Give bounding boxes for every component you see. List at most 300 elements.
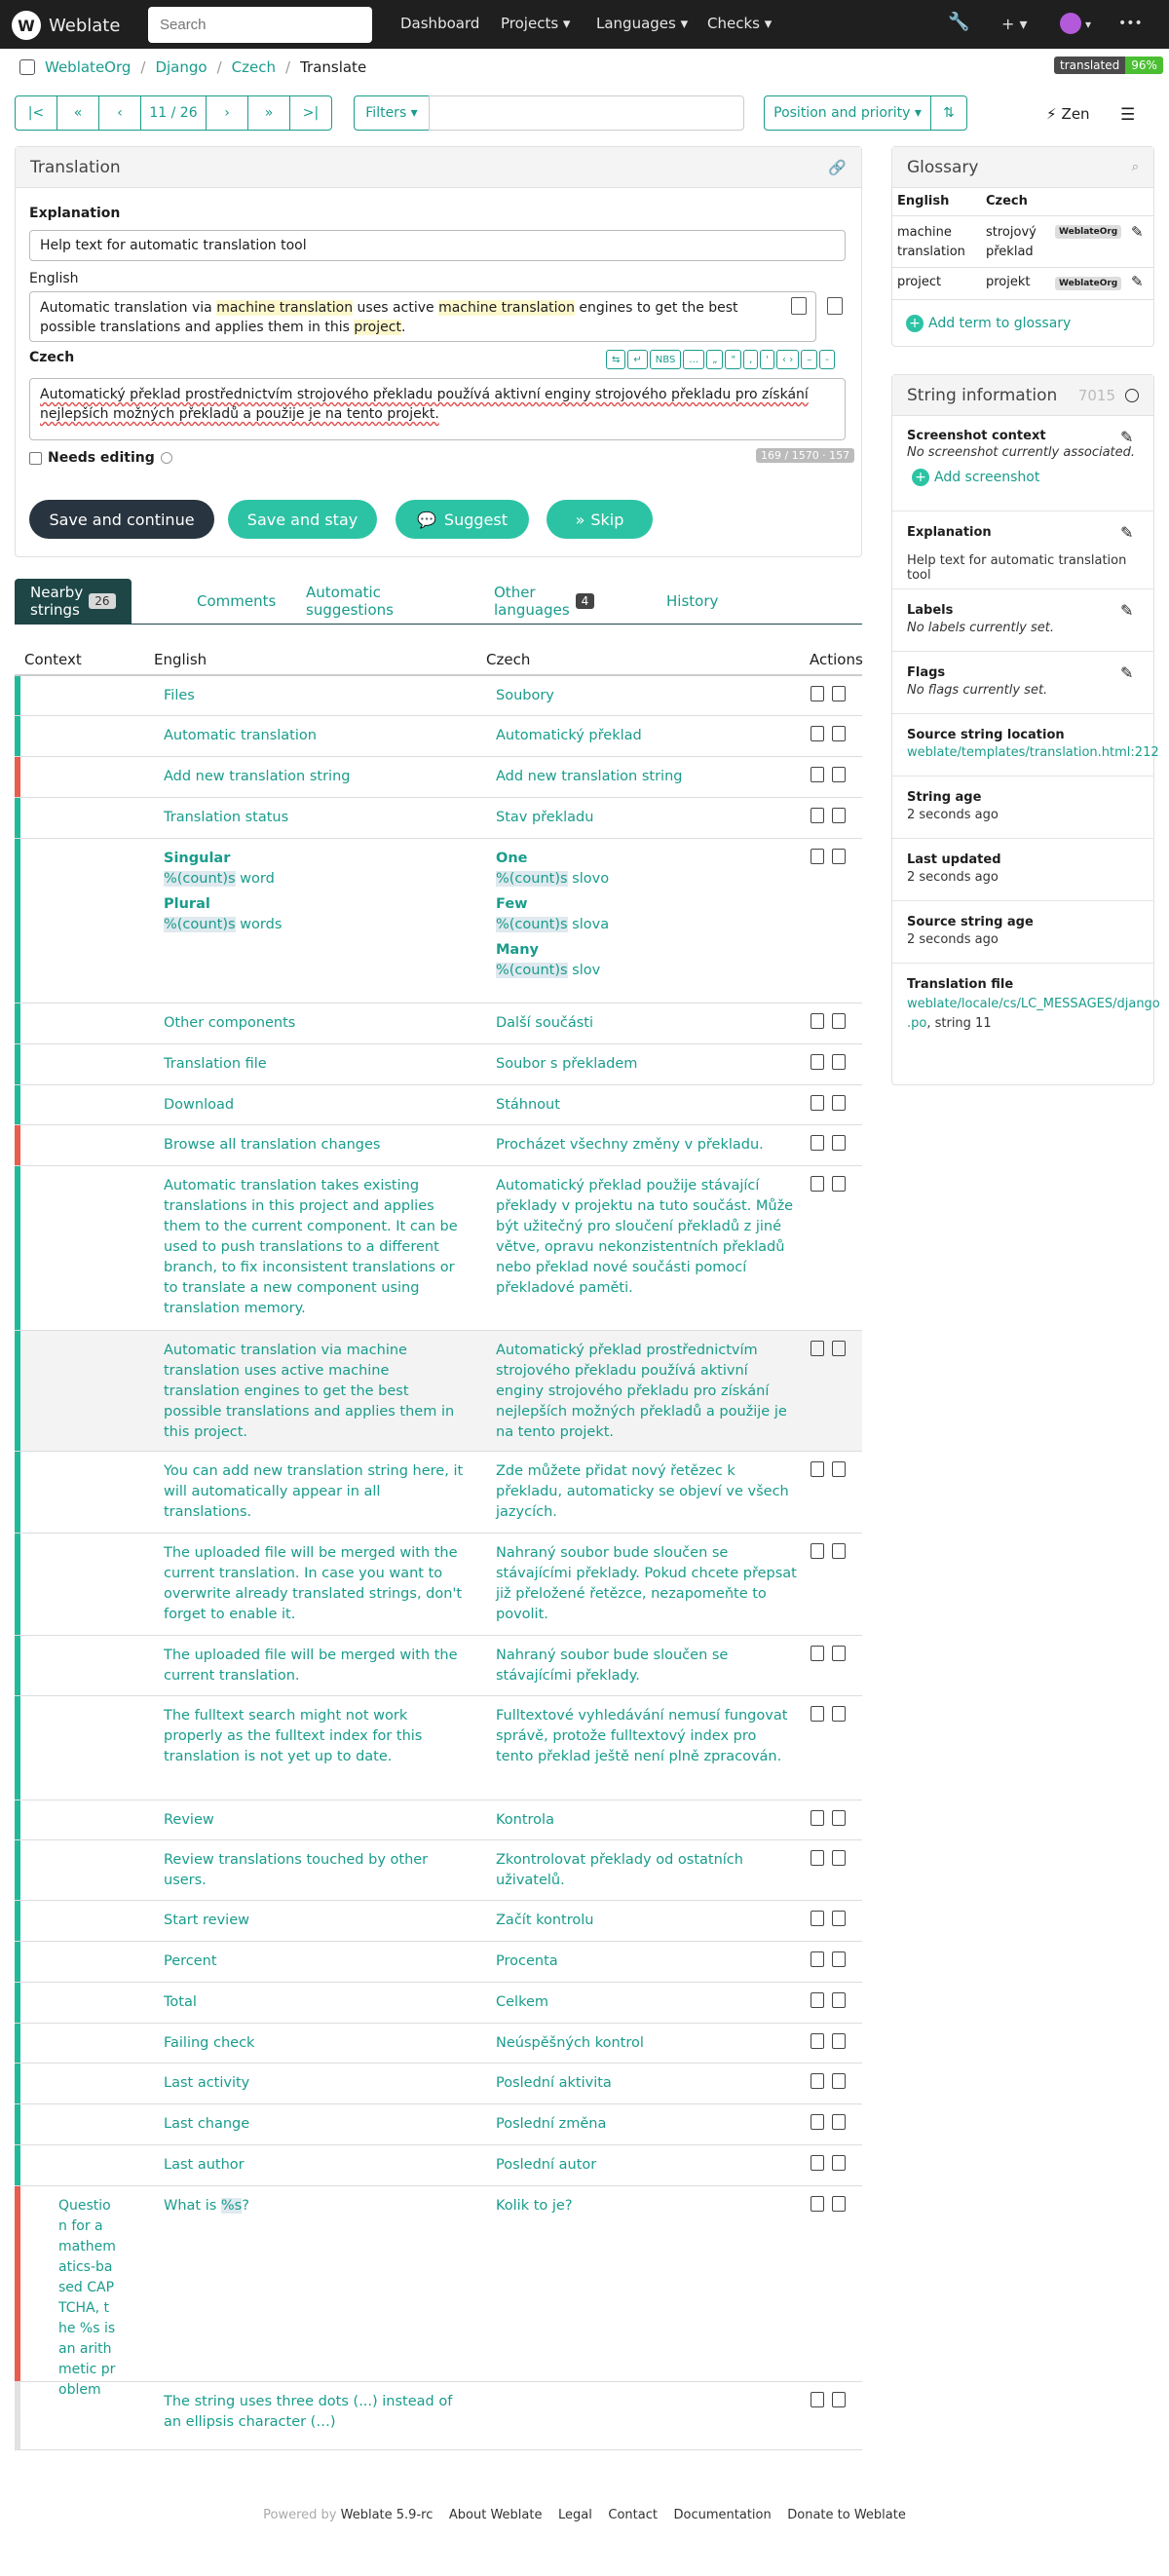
zen-label: Zen bbox=[1061, 105, 1090, 123]
footer-powered: Powered by bbox=[263, 2508, 341, 2522]
row-source[interactable]: Automatic translation via machine translation uses active machine translation engines to get the best possible translations and applies them in this project. bbox=[164, 1343, 455, 1440]
table-row[interactable] bbox=[15, 1044, 862, 1085]
row-status-bar bbox=[15, 839, 20, 1003]
row-source[interactable]: Percent bbox=[164, 1953, 217, 1969]
row-source[interactable]: Add new translation string bbox=[164, 769, 351, 784]
row-actions bbox=[811, 1461, 846, 1477]
breadcrumb-language[interactable]: Czech bbox=[231, 58, 276, 76]
translation-file-title: Translation file bbox=[907, 977, 1014, 992]
nav-projects[interactable]: Projects ▾ bbox=[501, 15, 571, 32]
row-target[interactable]: Nahraný soubor bude sloučen se stávajícími překlady. bbox=[496, 1648, 729, 1684]
clone-icon[interactable] bbox=[832, 2196, 846, 2212]
nav-dashboard[interactable]: Dashboard bbox=[400, 15, 480, 32]
translation-file-link[interactable]: weblate/locale/cs/LC_MESSAGES/django bbox=[907, 997, 1160, 1011]
row-target[interactable]: Zde můžete přidat nový řetězec k překladu, automaticky se objeví ve všech jazycích. bbox=[496, 1463, 789, 1520]
row-source[interactable]: Review bbox=[164, 1812, 214, 1828]
copy-icon[interactable] bbox=[811, 1176, 824, 1192]
pencil-icon[interactable]: ✎ bbox=[1131, 223, 1144, 241]
clone-icon[interactable] bbox=[832, 1013, 846, 1029]
string-age-value: 2 seconds ago bbox=[907, 808, 999, 822]
row-source[interactable]: Last activity bbox=[164, 2075, 250, 2091]
top-navbar bbox=[0, 0, 1169, 49]
table-row[interactable] bbox=[15, 1331, 862, 1452]
plural-form-label: Plural bbox=[164, 896, 210, 912]
screenshot-context-value: No screenshot currently associated. bbox=[907, 445, 1136, 460]
breadcrumb-project[interactable]: WeblateOrg bbox=[45, 58, 132, 76]
source-location-link[interactable]: weblate/templates/translation.html:212 bbox=[907, 745, 1159, 760]
clone-to-translation-icon[interactable] bbox=[827, 297, 843, 315]
row-actions bbox=[811, 1341, 846, 1356]
explanation-title: Explanation bbox=[907, 525, 992, 540]
add-term-button[interactable] bbox=[906, 315, 1071, 332]
pencil-icon[interactable]: ✎ bbox=[1131, 273, 1144, 290]
row-source[interactable]: Total bbox=[164, 1994, 197, 2010]
glossary-header bbox=[892, 147, 1153, 188]
labels-section bbox=[892, 589, 1154, 652]
row-target[interactable]: Procházet všechny změny v překladu. bbox=[496, 1137, 764, 1153]
suggest-button[interactable] bbox=[396, 500, 529, 539]
footer bbox=[0, 2508, 1169, 2522]
row-actions bbox=[811, 2073, 846, 2089]
row-source[interactable] bbox=[164, 2196, 466, 2216]
row-status-bar bbox=[15, 1085, 20, 1124]
source-location-section bbox=[892, 714, 1159, 777]
col-actions: Actions bbox=[810, 651, 863, 668]
translation-textarea[interactable]: Automatický překlad prostřednictvím strojového překladu používá aktivní enginy strojového překladu pro získání nejlepších možných překladů a použije je na tento projekt. bbox=[29, 378, 846, 440]
table-row[interactable] bbox=[15, 1901, 862, 1942]
row-source[interactable]: Other components bbox=[164, 1015, 296, 1031]
placeholder-highlight: %(count)s bbox=[496, 917, 568, 932]
source-age-value: 2 seconds ago bbox=[907, 932, 999, 947]
copy-icon[interactable] bbox=[811, 2155, 824, 2171]
character-counter: 169 / 1570 · 157 bbox=[756, 448, 854, 463]
clone-icon[interactable] bbox=[832, 767, 846, 782]
glossary-term-en: project bbox=[897, 275, 942, 289]
clone-icon[interactable] bbox=[832, 726, 846, 741]
copy-icon[interactable] bbox=[811, 849, 824, 864]
row-target[interactable]: Soubory bbox=[496, 688, 554, 703]
row-source[interactable] bbox=[164, 849, 466, 940]
copy-icon[interactable] bbox=[811, 1951, 824, 1967]
clone-icon[interactable] bbox=[832, 1341, 846, 1356]
previous-button[interactable] bbox=[98, 95, 141, 131]
clone-icon[interactable] bbox=[832, 1095, 846, 1111]
table-row[interactable] bbox=[15, 757, 862, 798]
copy-icon[interactable] bbox=[811, 1706, 824, 1722]
char-button[interactable]: ' bbox=[760, 350, 774, 369]
tab-automatic-suggestions[interactable]: Automatic suggestions bbox=[306, 584, 394, 619]
copy-icon[interactable] bbox=[811, 1013, 824, 1029]
table-row[interactable] bbox=[15, 2064, 862, 2104]
table-row[interactable] bbox=[15, 1004, 862, 1044]
footer-about-link[interactable]: About Weblate bbox=[448, 2508, 543, 2522]
source-string bbox=[29, 291, 816, 342]
row-source[interactable]: Browse all translation changes bbox=[164, 1137, 381, 1153]
row-target[interactable]: Procenta bbox=[496, 1953, 558, 1969]
placeholder-highlight: %s bbox=[220, 2198, 243, 2214]
translation-panel-header bbox=[16, 147, 861, 188]
table-row[interactable] bbox=[15, 839, 862, 1004]
add-term-label: Add term to glossary bbox=[928, 316, 1072, 331]
translation-panel-title: Translation bbox=[30, 157, 121, 177]
explanation-value: Help text for automatic translation tool bbox=[907, 553, 1127, 583]
plural-form-suffix: slovo bbox=[567, 871, 610, 887]
pencil-icon[interactable]: ✎ bbox=[1120, 663, 1134, 682]
clone-icon[interactable] bbox=[832, 1054, 846, 1070]
clone-icon[interactable] bbox=[832, 1911, 846, 1926]
flags-value: No flags currently set. bbox=[907, 683, 1048, 698]
source-language-label: English bbox=[29, 271, 79, 286]
sort-direction-icon[interactable]: ⇅ bbox=[930, 95, 967, 131]
row-source[interactable]: Last author bbox=[164, 2157, 245, 2173]
row-actions bbox=[811, 726, 846, 741]
glossary-panel bbox=[891, 146, 1154, 347]
row-actions bbox=[811, 2392, 846, 2407]
char-button[interactable]: " bbox=[725, 350, 741, 369]
row-source[interactable]: You can add new translation string here, it will automatically appear in all translations. bbox=[164, 1463, 464, 1520]
table-row[interactable] bbox=[15, 2186, 862, 2398]
copy-icon[interactable] bbox=[811, 1543, 824, 1559]
col-context: Context bbox=[24, 651, 82, 668]
last-updated-title: Last updated bbox=[907, 852, 1001, 867]
screenshot-context-section bbox=[892, 416, 1154, 511]
glossary-term-cs: projekt bbox=[986, 275, 1031, 289]
copy-icon[interactable] bbox=[811, 686, 824, 701]
row-target[interactable]: Stav překladu bbox=[496, 810, 594, 825]
row-actions bbox=[811, 1013, 846, 1029]
table-row[interactable] bbox=[15, 1636, 862, 1696]
glossary-term-en: machine translation bbox=[897, 225, 965, 259]
row-status-bar bbox=[15, 1125, 20, 1165]
translation-file-section bbox=[892, 964, 1160, 1045]
info-icon[interactable] bbox=[1125, 389, 1139, 402]
next-button[interactable] bbox=[206, 95, 248, 131]
filter-query-input[interactable] bbox=[429, 95, 744, 131]
char-button[interactable]: „ bbox=[706, 350, 723, 369]
pencil-icon[interactable]: ✎ bbox=[1120, 428, 1134, 446]
search-input[interactable] bbox=[148, 7, 372, 43]
clone-icon[interactable] bbox=[832, 1992, 846, 2008]
char-button[interactable]: ‹ › bbox=[776, 350, 799, 369]
char-button[interactable]: ‚ bbox=[743, 350, 758, 369]
tab-comments[interactable]: Comments bbox=[197, 592, 277, 610]
clone-icon[interactable] bbox=[832, 849, 846, 864]
copy-icon[interactable] bbox=[811, 1341, 824, 1356]
tab-other-languages[interactable] bbox=[494, 579, 594, 624]
row-target[interactable]: Kolik to je? bbox=[496, 2198, 573, 2214]
row-target[interactable]: Automatický překlad bbox=[496, 728, 642, 743]
labels-value: No labels currently set. bbox=[907, 621, 1055, 635]
table-row[interactable] bbox=[15, 716, 862, 757]
nav-languages[interactable]: Languages ▾ bbox=[596, 15, 689, 32]
more-icon[interactable]: ••• bbox=[1118, 16, 1143, 31]
table-row[interactable] bbox=[15, 2145, 862, 2186]
row-target[interactable]: Poslední autor bbox=[496, 2157, 597, 2173]
row-status-bar bbox=[15, 2064, 20, 2103]
row-source[interactable]: The uploaded file will be merged with the current translation. bbox=[164, 1648, 458, 1684]
copy-icon[interactable] bbox=[811, 2114, 824, 2130]
wrench-icon[interactable]: 🔧 bbox=[948, 12, 970, 32]
row-status-bar bbox=[15, 676, 20, 715]
footer-donate-link[interactable]: Donate to Weblate bbox=[787, 2508, 906, 2522]
checkbox-icon[interactable] bbox=[29, 452, 42, 465]
row-status-bar bbox=[15, 1901, 20, 1941]
clone-icon[interactable] bbox=[832, 2155, 846, 2171]
lightning-icon: ⚡ bbox=[1046, 105, 1057, 123]
row-actions bbox=[811, 1951, 846, 1967]
row-actions bbox=[811, 1176, 846, 1192]
translation-file-string: , string 11 bbox=[926, 1016, 992, 1031]
row-actions bbox=[811, 767, 846, 782]
row-source[interactable]: The fulltext search might not work properly as the fulltext index for this translation is not yet up to date. bbox=[164, 1708, 423, 1764]
plus-circle-icon: + bbox=[912, 469, 929, 486]
glossary-tag: WeblateOrg bbox=[1055, 277, 1121, 290]
copy-icon[interactable] bbox=[811, 2033, 824, 2049]
clone-icon[interactable] bbox=[832, 808, 846, 823]
copy-icon[interactable] bbox=[811, 726, 824, 741]
row-target[interactable]: Celkem bbox=[496, 1994, 548, 2010]
row-source[interactable]: Failing check bbox=[164, 2035, 255, 2051]
pencil-icon[interactable]: ✎ bbox=[1120, 523, 1134, 542]
avatar-caret-icon[interactable]: ▾ bbox=[1085, 18, 1092, 31]
row-source[interactable]: The string uses three dots (...) instead of an ellipsis character (…) bbox=[164, 2394, 453, 2430]
table-row[interactable] bbox=[15, 1942, 862, 1983]
brand[interactable] bbox=[12, 11, 120, 40]
table-row[interactable] bbox=[15, 1840, 862, 1901]
row-target[interactable]: Poslední změna bbox=[496, 2116, 607, 2132]
placeholder-highlight: %(count)s bbox=[164, 917, 236, 932]
char-button[interactable]: ⇆ bbox=[606, 350, 625, 369]
glossary-term-highlight[interactable]: machine translation bbox=[438, 300, 575, 316]
clone-icon[interactable] bbox=[832, 1135, 846, 1151]
copy-icon[interactable] bbox=[811, 1646, 824, 1661]
placeholder-highlight: %(count)s bbox=[164, 871, 236, 887]
table-row[interactable] bbox=[15, 1125, 862, 1166]
row-actions bbox=[811, 2114, 846, 2130]
status-badge-value: 96% bbox=[1125, 57, 1163, 74]
row-status-bar bbox=[15, 2145, 20, 2185]
clone-icon[interactable] bbox=[832, 1810, 846, 1826]
row-actions bbox=[811, 1992, 846, 2008]
needs-editing-checkbox[interactable] bbox=[29, 450, 172, 466]
explanation-field[interactable]: Help text for automatic translation tool bbox=[29, 230, 846, 261]
copy-icon[interactable] bbox=[811, 1810, 824, 1826]
clone-icon[interactable] bbox=[832, 1461, 846, 1477]
table-row[interactable] bbox=[15, 798, 862, 839]
copy-source-icon[interactable] bbox=[791, 297, 807, 315]
flags-title: Flags bbox=[907, 665, 946, 680]
clone-icon[interactable] bbox=[832, 2033, 846, 2049]
clone-icon[interactable] bbox=[832, 2114, 846, 2130]
glossary-title: Glossary bbox=[907, 157, 979, 177]
table-row[interactable] bbox=[15, 2382, 862, 2450]
zen-button[interactable] bbox=[1046, 105, 1090, 123]
row-source[interactable]: Automatic translation takes existing translations in this project and applies them to the current component. It can be used to push translations to a different branch, to fix inconsistent translations or to translate a new component using translation memory. bbox=[164, 1178, 458, 1316]
col-english: English bbox=[154, 651, 207, 668]
row-target[interactable]: Poslední aktivita bbox=[496, 2075, 612, 2091]
clone-icon[interactable] bbox=[832, 1646, 846, 1661]
save-and-continue-button[interactable]: Save and continue bbox=[29, 500, 214, 539]
char-button[interactable]: – bbox=[801, 350, 817, 369]
tab-count-badge: 26 bbox=[89, 593, 115, 609]
tab-nearby-strings[interactable] bbox=[15, 579, 132, 624]
next-fast-button[interactable] bbox=[247, 95, 290, 131]
row-target[interactable]: Další součásti bbox=[496, 1015, 594, 1031]
copy-icon[interactable] bbox=[811, 1095, 824, 1111]
clone-icon[interactable] bbox=[832, 686, 846, 701]
clone-icon[interactable] bbox=[832, 1850, 846, 1866]
glossary-term-highlight[interactable]: machine translation bbox=[216, 300, 354, 316]
row-source[interactable]: Review translations touched by other users. bbox=[164, 1852, 429, 1888]
avatar[interactable] bbox=[1060, 13, 1081, 34]
source-text-part: . bbox=[400, 320, 406, 335]
string-info-header bbox=[892, 375, 1153, 416]
table-row[interactable] bbox=[15, 1166, 862, 1331]
row-target[interactable]: Add new translation string bbox=[496, 769, 683, 784]
table-row[interactable] bbox=[15, 2024, 862, 2064]
clone-icon[interactable] bbox=[832, 1543, 846, 1559]
row-source[interactable]: The uploaded file will be merged with the current translation. In case you want to overwrite already translated strings, don't forget to enable it. bbox=[164, 1545, 463, 1622]
source-age-section bbox=[892, 901, 1154, 964]
copy-icon[interactable] bbox=[811, 1911, 824, 1926]
tab-count-badge: 4 bbox=[576, 593, 595, 609]
row-source[interactable]: Start review bbox=[164, 1913, 249, 1928]
first-icon: |< bbox=[27, 105, 45, 121]
row-status-bar bbox=[15, 1840, 20, 1900]
row-target[interactable]: Nahraný soubor bude sloučen se stávajícími překlady. Pokud chcete přepsat již přeložené řetězce, nezapomeňte to povolit. bbox=[496, 1545, 797, 1622]
filters-dropdown[interactable]: Filters ▾ bbox=[354, 95, 430, 131]
footer-legal-link[interactable]: Legal bbox=[558, 2508, 592, 2522]
add-menu[interactable]: + ▾ bbox=[1001, 15, 1028, 33]
row-target[interactable] bbox=[496, 849, 798, 986]
row-actions bbox=[811, 1850, 846, 1866]
row-target[interactable]: Neúspěšných kontrol bbox=[496, 2035, 644, 2051]
copy-icon[interactable] bbox=[811, 2196, 824, 2212]
footer-version-link[interactable]: Weblate 5.9-rc bbox=[340, 2508, 434, 2522]
row-target[interactable]: Začít kontrolu bbox=[496, 1913, 594, 1928]
table-row[interactable] bbox=[15, 1696, 862, 1800]
chevron-left-icon: ‹ bbox=[117, 105, 123, 121]
last-button[interactable] bbox=[289, 95, 332, 131]
breadcrumb-component[interactable]: Django bbox=[155, 58, 207, 76]
skip-icon: » bbox=[575, 510, 585, 529]
row-source[interactable]: Last change bbox=[164, 2116, 250, 2132]
copy-icon[interactable] bbox=[811, 1992, 824, 2008]
plural-form-label: Few bbox=[496, 896, 528, 912]
link-icon[interactable]: 🔗 bbox=[828, 158, 847, 176]
translation-file-link-ext[interactable]: .po bbox=[907, 1016, 927, 1031]
plural-form-text bbox=[496, 869, 798, 890]
table-row[interactable] bbox=[15, 1452, 862, 1534]
row-actions bbox=[811, 2033, 846, 2049]
row-source[interactable]: Files bbox=[164, 688, 195, 703]
pencil-icon[interactable]: ✎ bbox=[1120, 601, 1134, 620]
char-button[interactable]: - bbox=[819, 350, 835, 369]
comment-icon: 💬 bbox=[417, 510, 436, 529]
table-row[interactable] bbox=[15, 676, 862, 716]
table-row[interactable] bbox=[15, 1983, 862, 2024]
string-info-panel bbox=[891, 374, 1160, 1085]
table-row[interactable] bbox=[15, 1800, 862, 1840]
plural-form-text bbox=[496, 961, 798, 981]
previous-fast-button[interactable] bbox=[57, 95, 99, 131]
string-age-section bbox=[892, 777, 1154, 839]
row-status-bar bbox=[15, 1942, 20, 1982]
copy-icon[interactable] bbox=[811, 1850, 824, 1866]
tabs-divider bbox=[15, 624, 862, 625]
row-source[interactable]: Translation status bbox=[164, 810, 289, 825]
glossary-search-icon[interactable]: ⌕ bbox=[1131, 160, 1139, 174]
skip-button[interactable] bbox=[547, 500, 653, 539]
row-target[interactable]: Zkontrolovat překlady od ostatních uživatelů. bbox=[496, 1852, 743, 1888]
row-status-bar bbox=[15, 2104, 20, 2144]
glossary-term-highlight[interactable]: project bbox=[354, 320, 401, 335]
project-icon bbox=[19, 59, 35, 75]
plural-form-text bbox=[496, 915, 798, 935]
copy-icon[interactable] bbox=[811, 2073, 824, 2089]
col-czech: Czech bbox=[486, 651, 531, 668]
copy-icon[interactable] bbox=[811, 767, 824, 782]
add-screenshot-button[interactable] bbox=[912, 469, 1039, 486]
settings-sliders-icon[interactable]: ☰ bbox=[1120, 105, 1136, 125]
sort-dropdown[interactable]: Position and priority ▾ bbox=[764, 95, 931, 131]
row-target[interactable]: Automatický překlad použije stávající překlady v projektu na tuto součást. Může být užitečný pro sloučení překladů z jiné větve, opravu nekonzistentních překladů nebo překlad nové součásti pomocí překladové paměti. bbox=[496, 1178, 794, 1296]
explanation-section bbox=[892, 511, 1154, 589]
copy-icon[interactable] bbox=[811, 2392, 824, 2407]
footer-documentation-link[interactable]: Documentation bbox=[673, 2508, 772, 2522]
tab-history[interactable]: History bbox=[666, 592, 719, 610]
footer-contact-link[interactable]: Contact bbox=[608, 2508, 658, 2522]
row-target[interactable]: Kontrola bbox=[496, 1812, 554, 1828]
char-button[interactable]: ↵ bbox=[627, 350, 647, 369]
copy-icon[interactable] bbox=[811, 808, 824, 823]
copy-icon[interactable] bbox=[811, 1135, 824, 1151]
copy-icon[interactable] bbox=[811, 1461, 824, 1477]
row-source[interactable]: Download bbox=[164, 1097, 235, 1113]
row-target[interactable]: Automatický překlad prostřednictvím strojového překladu používá aktivní enginy strojového překladu pro získání nejlepších možných překladů a použije je na tento projekt. bbox=[496, 1343, 787, 1440]
row-target[interactable]: Soubor s překladem bbox=[496, 1056, 638, 1072]
row-target[interactable]: Fulltextové vyhledávání nemusí fungovat správě, protože fulltextový index pro tento překlad ještě není plně zpracován. bbox=[496, 1708, 788, 1764]
nav-checks[interactable]: Checks ▾ bbox=[707, 15, 773, 32]
table-row[interactable] bbox=[15, 2104, 862, 2145]
clone-icon[interactable] bbox=[832, 1706, 846, 1722]
placeholder-highlight: %(count)s bbox=[496, 871, 568, 887]
screenshot-context-title: Screenshot context bbox=[907, 429, 1046, 443]
row-status-bar bbox=[15, 798, 20, 838]
table-row[interactable] bbox=[15, 1085, 862, 1125]
row-actions bbox=[811, 2155, 846, 2171]
clone-icon[interactable] bbox=[832, 2392, 846, 2407]
char-button[interactable]: … bbox=[683, 350, 704, 369]
flags-section bbox=[892, 652, 1154, 714]
glossary-term-cs: strojový překlad bbox=[986, 225, 1037, 259]
row-status-bar bbox=[15, 757, 20, 797]
clone-icon[interactable] bbox=[832, 1951, 846, 1967]
copy-icon[interactable] bbox=[811, 1054, 824, 1070]
needs-editing-label: Needs editing bbox=[48, 450, 155, 466]
row-source[interactable]: Automatic translation bbox=[164, 728, 317, 743]
clone-icon[interactable] bbox=[832, 1176, 846, 1192]
row-actions bbox=[811, 686, 846, 701]
plural-form-label: One bbox=[496, 851, 528, 866]
row-source[interactable]: Translation file bbox=[164, 1056, 267, 1072]
clone-icon[interactable] bbox=[832, 2073, 846, 2089]
char-button[interactable]: NBS bbox=[650, 350, 682, 369]
first-button[interactable] bbox=[15, 95, 57, 131]
table-row[interactable] bbox=[15, 1534, 862, 1636]
save-and-stay-button[interactable]: Save and stay bbox=[228, 500, 377, 539]
row-target[interactable]: Stáhnout bbox=[496, 1097, 560, 1113]
